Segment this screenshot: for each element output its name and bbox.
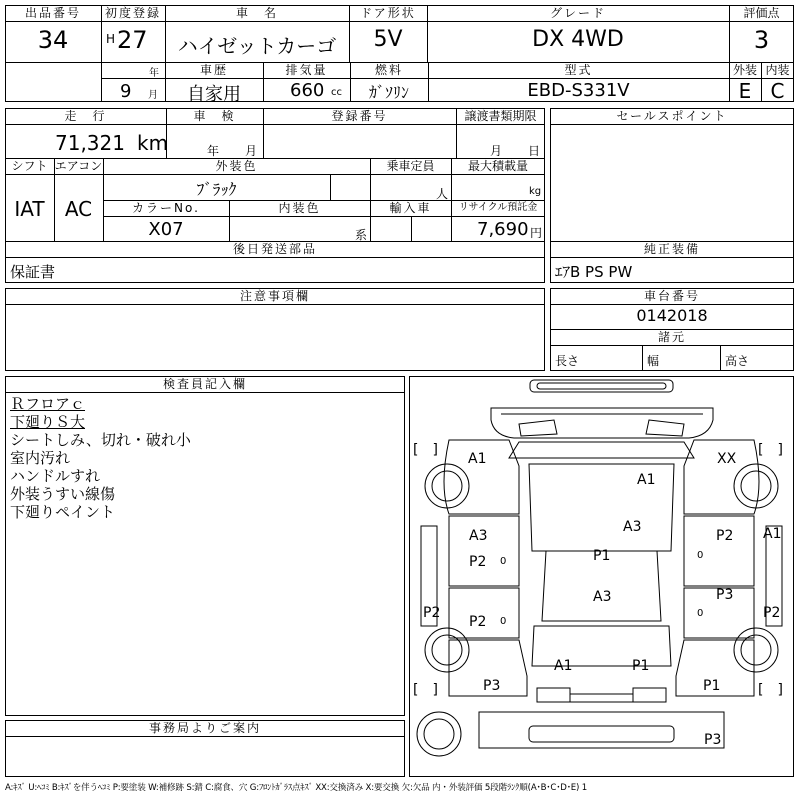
month-unit: 月 xyxy=(148,90,158,101)
transfer-deadline-label: 譲渡書類期限 xyxy=(464,109,537,123)
grade-label: グレード xyxy=(549,6,606,20)
mark-a1-hood: A1 xyxy=(637,472,656,488)
door-type-label: ドア形状 xyxy=(360,6,416,20)
mileage-label: 走 行 xyxy=(64,109,107,123)
chassis-number: 0142018 xyxy=(636,306,708,325)
mark-p1-rear: P1 xyxy=(632,658,650,674)
exterior-color-label: 外装色 xyxy=(215,159,258,173)
bracket-left-bottom: [ ] xyxy=(413,682,438,698)
mark-p1-rear-right: P1 xyxy=(703,678,721,694)
chassis-label: 車台番号 xyxy=(643,289,700,303)
height-label: 高さ xyxy=(725,354,750,368)
mark-a1-front-left: A1 xyxy=(468,451,487,467)
recycle-deposit: 7,690 xyxy=(477,219,529,240)
exterior-grade: E xyxy=(738,79,752,103)
inspector-line: 下廻りペイント xyxy=(10,503,116,521)
grade: DX 4WD xyxy=(532,27,624,52)
history: 自家用 xyxy=(187,84,241,105)
inspection-year-unit: 年 xyxy=(207,144,220,158)
transfer-day-unit: 日 xyxy=(528,144,541,158)
mark-a1-rear: A1 xyxy=(554,658,573,674)
bracket-left-top: [ ] xyxy=(413,442,438,458)
registration-year: 27 xyxy=(117,26,148,54)
inspector-line: 室内汚れ xyxy=(10,449,71,467)
dimensions-label: 諸元 xyxy=(657,330,686,344)
mark-p3-bumper: P3 xyxy=(704,732,722,748)
later-parts-label: 後日発送部品 xyxy=(232,242,317,256)
bracket-right-top: [ ] xyxy=(758,442,783,458)
mark-xx-front-right: XX xyxy=(717,451,737,467)
zero-mark: 0 xyxy=(500,616,507,627)
displacement-unit: cc xyxy=(331,87,342,98)
zero-mark: 0 xyxy=(697,608,704,619)
inspector-line: ハンドルすれ xyxy=(10,467,101,485)
equipment-label: 純正装備 xyxy=(643,242,700,256)
inspection-label: 車 検 xyxy=(193,109,236,123)
inspector-line: シートしみ、切れ・破れ小 xyxy=(10,431,191,449)
mark-a3-front: A3 xyxy=(623,519,642,535)
mark-p1-roof: P1 xyxy=(593,548,611,564)
inspection-month-unit: 月 xyxy=(245,144,258,158)
caution-label: 注意事項欄 xyxy=(239,289,310,303)
score-label: 評価点 xyxy=(743,6,780,20)
bracket-right-bottom: [ ] xyxy=(758,682,783,698)
max-load-label: 最大積載量 xyxy=(467,159,528,173)
color-number-label: カラーNo. xyxy=(132,201,200,215)
interior-color-unit: 系 xyxy=(355,228,368,242)
first-registration-label: 初度登録 xyxy=(104,6,161,20)
equipment: ｴｱB PS PW xyxy=(555,263,633,281)
era: H xyxy=(106,32,116,46)
zero-mark: 0 xyxy=(697,550,704,561)
mark-a3-roof: A3 xyxy=(593,589,612,605)
interior-label: 内装 xyxy=(765,63,790,77)
mark-p2-left-side: P2 xyxy=(423,605,441,621)
import-label: 輸入車 xyxy=(389,201,432,215)
mark-p2-right-door: P2 xyxy=(716,528,734,544)
exterior-label: 外装 xyxy=(732,63,757,77)
model-code: EBD-S331V xyxy=(527,80,630,101)
exterior-color: ﾌﾞﾗｯｸ xyxy=(196,180,237,199)
interior-grade: C xyxy=(770,79,785,103)
capacity-label: 乗車定員 xyxy=(386,159,435,173)
mark-p2-right-side: P2 xyxy=(763,605,781,621)
year-unit: 年 xyxy=(149,68,159,79)
aircon: AC xyxy=(64,197,93,221)
registration-month: 9 xyxy=(120,81,132,102)
lot-number-label: 出品番号 xyxy=(24,6,81,20)
displacement: 660 xyxy=(290,80,325,101)
recycle-unit: 円 xyxy=(530,226,543,240)
mark-a3-left-door: A3 xyxy=(469,528,488,544)
inspector-line: 下廻りＳ大 xyxy=(10,413,86,431)
length-label: 長さ xyxy=(555,354,580,368)
car-name-label: 車 名 xyxy=(235,6,278,20)
car-diagram xyxy=(409,376,794,777)
car-name: ハイゼットカーゴ xyxy=(177,34,337,58)
later-parts: 保証書 xyxy=(10,263,56,281)
displacement-label: 排気量 xyxy=(285,63,328,77)
recycle-deposit-label: リサイクル預託金 xyxy=(458,202,538,213)
lot-number: 34 xyxy=(37,26,69,54)
capacity-unit: 人 xyxy=(436,187,449,201)
mileage: 71,321 xyxy=(55,131,125,155)
mark-p2-left-door: P2 xyxy=(469,554,487,570)
interior-color-label: 内装色 xyxy=(278,201,321,215)
shift: IAT xyxy=(14,197,45,221)
inspector-label: 検査員記入欄 xyxy=(162,377,247,391)
mark-p3-rear-left: P3 xyxy=(483,678,501,694)
transfer-month-unit: 月 xyxy=(490,144,503,158)
fuel-label: 燃料 xyxy=(374,63,403,77)
fuel: ｶﾞｿﾘﾝ xyxy=(368,83,409,102)
mark-a1-right-side: A1 xyxy=(763,526,782,542)
mileage-unit: km xyxy=(137,131,169,155)
history-label: 車歴 xyxy=(199,63,228,77)
mark-p3-rear-right-door: P3 xyxy=(716,587,734,603)
shift-label: シフト xyxy=(11,159,48,173)
overall-score: 3 xyxy=(753,26,770,54)
inspector-line: Ｒフロアｃ xyxy=(10,395,86,413)
color-number: X07 xyxy=(148,219,184,240)
aircon-label: エアコン xyxy=(54,159,103,173)
width-label: 幅 xyxy=(647,354,660,368)
max-load-unit: kg xyxy=(529,186,542,197)
office-label: 事務局よりご案内 xyxy=(148,721,261,735)
model-label: 型式 xyxy=(564,63,593,77)
mark-p2-rear-left-door: P2 xyxy=(469,614,487,630)
inspector-notes xyxy=(10,395,191,521)
inspector-line: 外装うすい線傷 xyxy=(10,485,116,503)
door-type: 5V xyxy=(373,27,403,52)
zero-mark: 0 xyxy=(500,556,507,567)
damage-legend: A:ｷｽﾞ U:ﾍｺﾐ B:ｷｽﾞを伴うﾍｺﾐ P:要塗装 W:補修跡 S:錆 C:腐食、穴 G:ﾌﾛﾝﾄｶﾞﾗｽ点ｷｽﾞ XX:交換済み X:要交換 欠:欠品 内・外装評価 5段階ﾗﾝｸ順(A･B･C･D･E) 1 xyxy=(5,783,587,793)
sales-point-label: セールスポイント xyxy=(616,109,728,123)
registration-number-label: 登録番号 xyxy=(331,109,388,123)
